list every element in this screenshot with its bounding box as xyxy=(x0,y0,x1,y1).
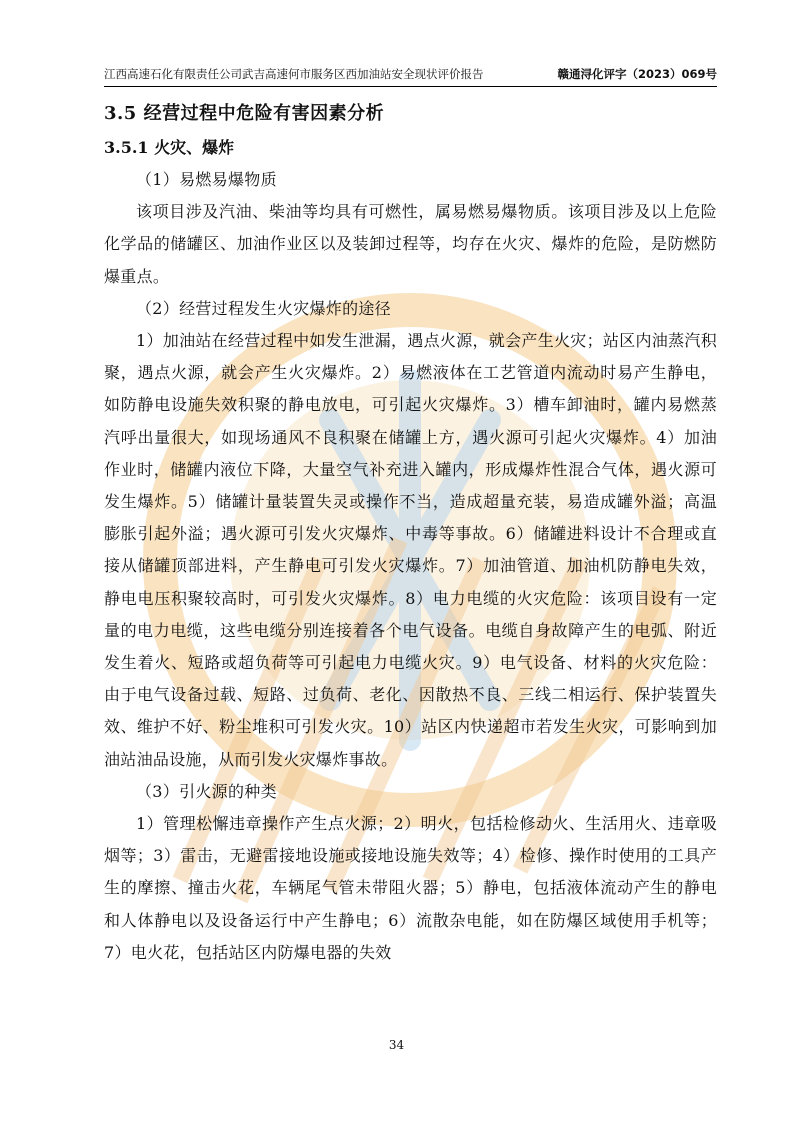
header-report-number: 赣通浔化评字（2023）069号 xyxy=(557,67,717,81)
section-heading: 3.5 经营过程中危险有害因素分析 xyxy=(104,103,385,124)
item-heading: （1）易燃易爆物质 xyxy=(136,170,277,189)
page-header xyxy=(104,64,717,87)
page-number: 34 xyxy=(388,1038,405,1052)
paragraph: 1）管理松懈违章操作产生点火源；2）明火，包括检修动火、生活用火、违章吸烟等；3）雷击，无避雷接地设施或接地设施失效等；4）检修、操作时使用的工具产生的摩擦、撞击火花，车辆尾气管未带阻火器；5）静电，包括液体流动产生的静电和人体静电以及设备运行中产生静电；6）流散杂电能，如在防爆区域使用手机等；7）电火花，包括站区内防爆电器的失效 xyxy=(104,814,717,962)
paragraph: 该项目涉及汽油、柴油等均具有可燃性，属易燃易爆物质。该项目涉及以上危险化学品的储罐区、加油作业区以及装卸过程等，均存在火灾、爆炸的危险，是防燃防爆重点。 xyxy=(104,202,717,286)
subsection-heading: 3.5.1 火灾、爆炸 xyxy=(104,138,235,157)
section-paragraphs xyxy=(104,164,717,969)
document-body xyxy=(104,96,717,969)
item-heading: （3）引火源的种类 xyxy=(136,781,277,801)
paragraph: 1）加油站在经营过程中如发生泄漏，遇点火源，就会产生火灾；站区内油蒸汽积聚，遇点火源，就会产生火灾爆炸。2）易燃液体在工艺管道内流动时易产生静电，如防静电设施失效积聚的静电放电，可引起火灾爆炸。3）槽车卸油时，罐内易燃蒸汽呼出量很大，如现场通风不良积聚在储罐上方，遇火源可引起火灾爆炸。4）加油作业时，储罐内液位下降，大量空气补充进入罐内，形成爆炸性混合气体，遇火源可发生爆炸。5）储罐计量装置失灵或操作不当，造成超量充装，易造成罐外溢；高温膨胀引起外溢；遇火源可引发火灾爆炸、中毒等事故。6）储罐进料设计不合理或直接从储罐顶部进料，产生静电可引发火灾爆炸。7）加油管道、加油机防静电失效，静电电压积聚较高时，可引发火灾爆炸。8）电力电缆的火灾危险：该项目设有一定量的电力电缆，这些电缆分别连接着各个电气设备。电缆自身故障产生的电弧、附近发生着火、短路或超负荷等可引起电力电缆火灾。9）电气设备、材料的火灾危险：由于电气设备过载、短路、过负荷、老化、因散热不良、三线二相运行、保护装置失效、维护不好、粉尘堆积可引发火灾。10）站区内快递超市若发生火灾，可影响到加油站油品设施，从而引发火灾爆炸事故。 xyxy=(104,331,717,769)
item-heading: （2）经营过程发生火灾爆炸的途径 xyxy=(136,298,391,318)
header-report-title: 江西高速石化有限责任公司武吉高速何市服务区西加油站安全现状评价报告 xyxy=(104,67,484,81)
